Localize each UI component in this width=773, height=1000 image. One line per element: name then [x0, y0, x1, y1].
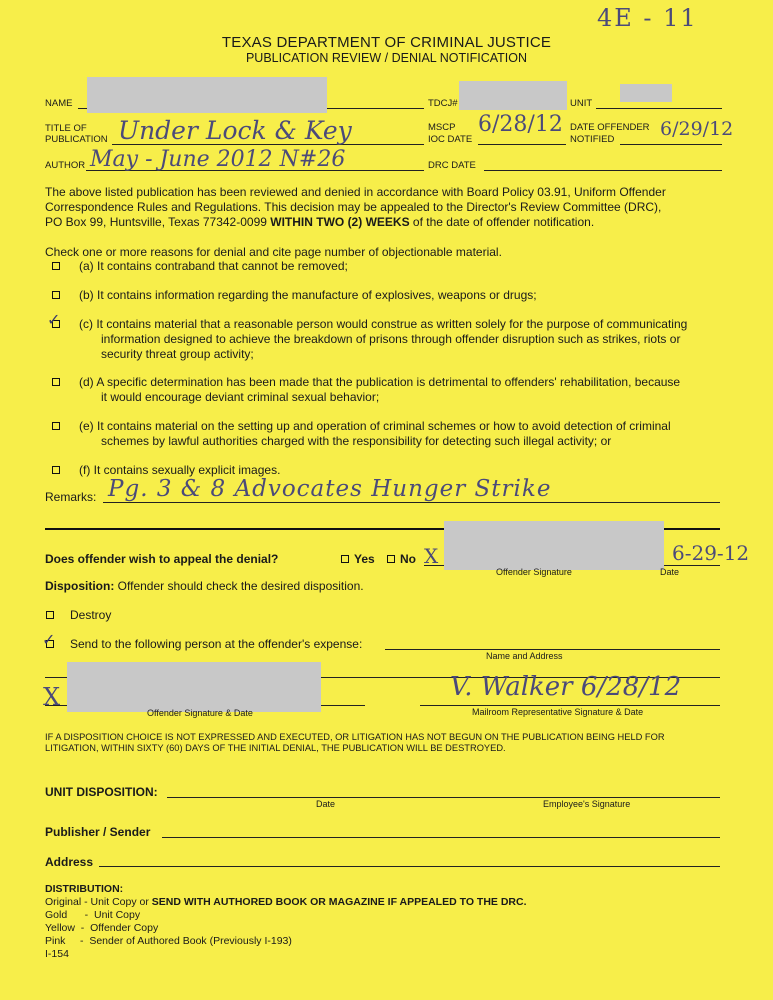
reason-c-text-1: (c) It contains material that a reasonable person would construe as written solely for the purpose of communicating — [79, 317, 688, 331]
reason-f-checkbox[interactable] — [52, 466, 60, 474]
mailroom-sig-line — [420, 705, 720, 706]
distribution-pink: Pink - Sender of Authored Book (Previously I-193) — [45, 935, 292, 947]
send-label: Send to the following person at the offender's expense: — [70, 637, 363, 651]
mailroom-sig-value: V. Walker 6/28/12 — [450, 672, 682, 702]
drc-date-line — [484, 170, 722, 171]
distribution-original — [45, 896, 527, 908]
reason-d-text-2: it would encourage deviant criminal sexual behavior; — [101, 390, 380, 404]
name-address-label: Name and Address — [486, 651, 563, 661]
appeal-date-label: Date — [660, 567, 680, 577]
disposition-instruction: Offender should check the desired disposition. — [114, 579, 364, 593]
publisher-line — [162, 837, 720, 838]
reason-a-text: (a) It contains contraband that cannot be removed; — [79, 259, 348, 273]
reason-f-text: (f) It contains sexually explicit images. — [79, 463, 281, 477]
title-label-1: TITLE OF — [45, 123, 87, 134]
remarks-line-1 — [103, 502, 720, 503]
mailroom-sig-label: Mailroom Representative Signature & Date — [472, 707, 644, 717]
appeal-yes-checkbox[interactable] — [341, 555, 349, 563]
title-label-2: PUBLICATION — [45, 134, 108, 145]
notified-line — [620, 144, 722, 145]
employee-signature-label: Employee's Signature — [543, 799, 631, 809]
unit-disposition-date-label: Date — [316, 799, 336, 809]
reason-b-checkbox[interactable] — [52, 291, 60, 299]
send-name-address-line — [385, 649, 720, 650]
appeal-signature-redaction — [444, 521, 664, 570]
name-redaction — [87, 77, 327, 113]
name-label: NAME — [45, 98, 73, 109]
notified-value: 6/29/12 — [660, 118, 734, 140]
intro-line-3a: PO Box 99, Huntsville, Texas 77342-0099 — [45, 215, 271, 229]
reason-c-text-3: security threat group activity; — [101, 347, 254, 361]
distribution-heading: DISTRIBUTION: — [45, 883, 124, 895]
ioc-date-value: 6/28/12 — [478, 112, 563, 137]
appeal-question: Does offender wish to appeal the denial? — [45, 552, 279, 566]
author-label: AUTHOR — [45, 160, 86, 171]
disposition-label: Disposition: — [45, 579, 115, 593]
offender-sig-redaction — [67, 662, 321, 712]
page-title: TEXAS DEPARTMENT OF CRIMINAL JUSTICE — [221, 34, 552, 51]
address-line — [99, 866, 720, 867]
remarks-label: Remarks: — [45, 490, 97, 504]
appeal-no-checkbox[interactable] — [387, 555, 395, 563]
date-offender-label: DATE OFFENDER — [570, 122, 650, 133]
mscp-label: MSCP — [428, 122, 456, 133]
warning-line-1: IF A DISPOSITION CHOICE IS NOT EXPRESSED AND EXECUTED, OR LITIGATION HAS NOT BEGUN ON THE PUBLICATION BEING HELD FOR — [45, 732, 665, 742]
ioc-line — [478, 144, 566, 145]
appeal-yes-label: Yes — [354, 552, 375, 566]
unit-disposition-line — [167, 797, 720, 798]
appeal-signature-mark: X — [424, 544, 439, 568]
handwritten-form-code: 4E - 11 — [597, 4, 698, 32]
reason-c-text-2: information designed to achieve the breakdown of prisons through offender disruption such as strikes, riots or — [101, 332, 681, 346]
distribution-yellow: Yellow - Offender Copy — [45, 922, 159, 934]
reason-e-text-1: (e) It contains material on the setting up and operation of criminal schemes or how to avoid detection of criminal — [79, 419, 671, 433]
reason-c-checkmark-icon: ✓ — [47, 310, 61, 329]
intro-line-1: The above listed publication has been reviewed and denied in accordance with Board Policy 03.91, Uniform Offender — [45, 185, 666, 199]
unit-label: UNIT — [570, 98, 593, 109]
unit-disposition-label: UNIT DISPOSITION: — [45, 785, 158, 799]
drc-date-label: DRC DATE — [428, 160, 476, 171]
reason-d-checkbox[interactable] — [52, 378, 60, 386]
author-value: May - June 2012 N#26 — [90, 147, 346, 172]
disposition-line — [45, 579, 364, 594]
appeal-signature-label: Offender Signature — [496, 567, 572, 577]
title-value: Under Lock & Key — [118, 116, 352, 145]
tdcj-redaction — [459, 81, 567, 110]
intro-line-3 — [45, 215, 594, 230]
form-number: I-154 — [45, 948, 69, 960]
send-checkmark-icon: ✓ — [42, 630, 56, 649]
check-instruction: Check one or more reasons for denial and cite page number of objectionable material. — [45, 245, 502, 259]
destroy-checkbox[interactable] — [46, 611, 54, 619]
unit-line — [596, 108, 722, 109]
intro-deadline: WITHIN TWO (2) WEEKS — [270, 215, 410, 229]
warning-line-2: LITIGATION, WITHIN SIXTY (60) DAYS OF THE INITIAL DENIAL, THE PUBLICATION WILL BE DESTROYED. — [45, 743, 506, 753]
publisher-label: Publisher / Sender — [45, 825, 151, 839]
offender-sig-label: Offender Signature & Date — [147, 708, 253, 718]
appeal-date-value: 6-29-12 — [672, 541, 750, 565]
intro-line-2: Correspondence Rules and Regulations. This decision may be appealed to the Director's Review Committee (DRC), — [45, 200, 662, 214]
reason-e-text-2: schemes by lawful authorities charged with the responsibility for detecting such illegal activity; or — [101, 434, 612, 448]
distribution-gold: Gold - Unit Copy — [45, 909, 141, 921]
appeal-no-label: No — [400, 552, 416, 566]
tdcj-label: TDCJ# — [428, 98, 458, 109]
address-label: Address — [45, 855, 94, 869]
distribution-original-b: SEND WITH AUTHORED BOOK OR MAGAZINE IF APPEALED TO THE DRC. — [151, 896, 527, 908]
unit-redaction — [620, 84, 672, 102]
offender-sig-mark: X — [43, 683, 61, 711]
distribution-original-a: Original - Unit Copy or — [45, 896, 152, 908]
notified-label: NOTIFIED — [570, 134, 615, 145]
reason-d-text-1: (d) A specific determination has been made that the publication is detrimental to offenders' rehabilitation, because — [79, 375, 681, 389]
remarks-value: Pg. 3 & 8 Advocates Hunger Strike — [108, 476, 552, 502]
destroy-label: Destroy — [70, 608, 112, 622]
reason-a-checkbox[interactable] — [52, 262, 60, 270]
reason-e-checkbox[interactable] — [52, 422, 60, 430]
page-subtitle: PUBLICATION REVIEW / DENIAL NOTIFICATION — [245, 51, 528, 65]
reason-b-text: (b) It contains information regarding the manufacture of explosives, weapons or drugs; — [79, 288, 537, 302]
ioc-date-label: IOC DATE — [428, 134, 473, 145]
intro-line-3c: of the date of offender notification. — [409, 215, 595, 229]
